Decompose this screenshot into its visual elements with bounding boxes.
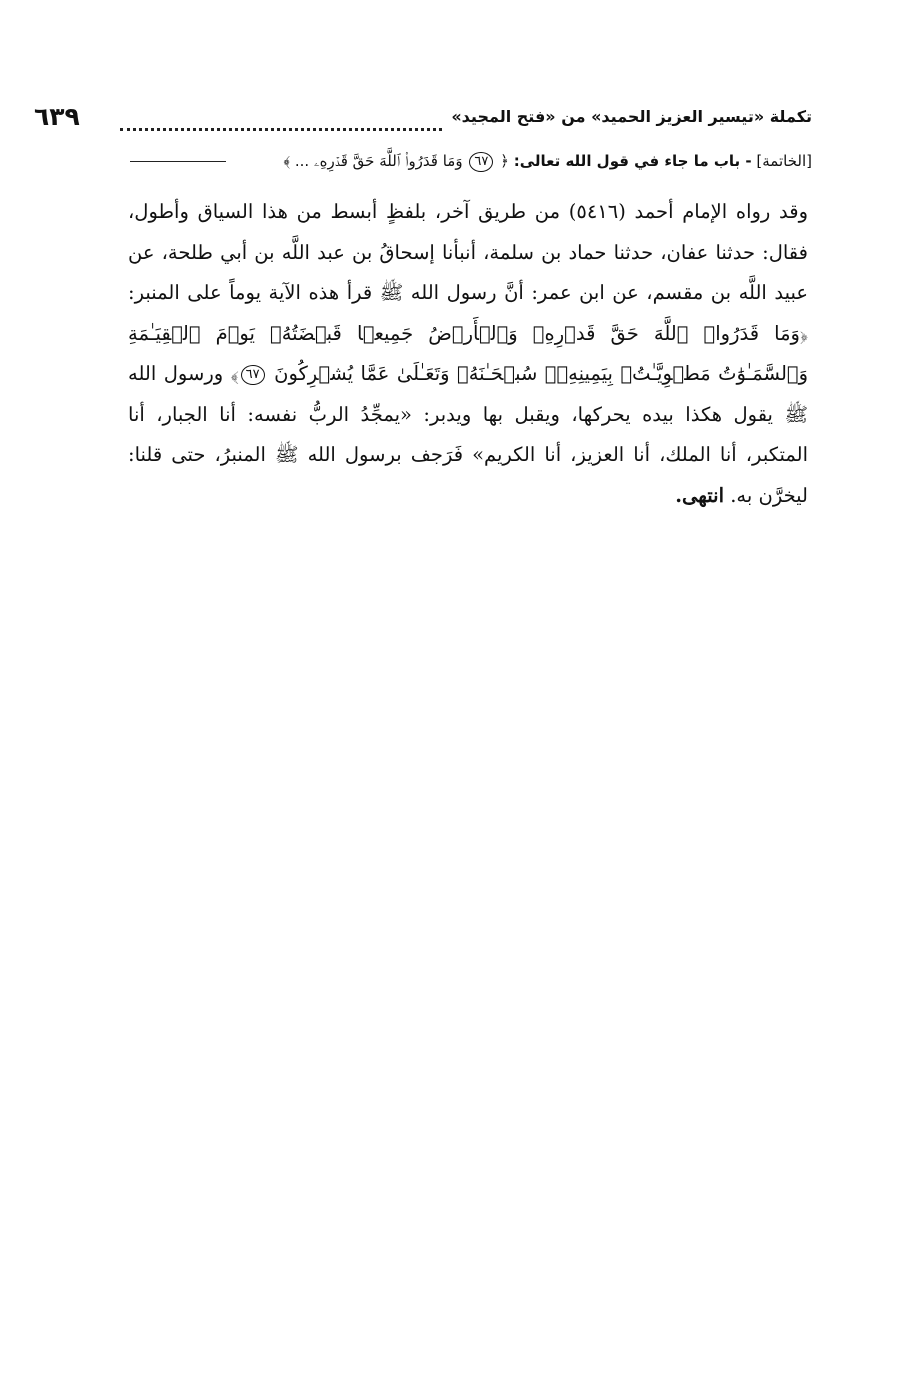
chapter-heading [130, 145, 812, 179]
running-header [34, 100, 812, 136]
verse-open-bracket: ﴿ [500, 152, 509, 170]
quran-verse: وَمَا قَدَرُوا۟ ٱللَّهَ حَقَّ قَدۡرِهِۦ وَٱلۡأَرۡضُ جَمِيعࣰا قَبۡضَتُهُۥ يَوۡمَ ٱلۡقِيَـٰمَةِ وَٱلسَّمَـٰوَٰتُ مَطۡوِيَّـٰتُۢ بِيَمِينِهِۦۚ سُبۡحَـٰنَهُۥ وَتَعَـٰلَىٰ عَمَّا يُشۡرِكُونَ [128, 321, 809, 385]
verse-close-bracket: ﴾ [230, 362, 239, 385]
narration-end: ورسول الله ﷺ يقول هكذا بيده يحركها، ويقبل بها ويدبر: «يمجِّدُ الربُّ نفسه: أنا الجبار، أنا المتكبر، أنا الملك، أنا العزيز، أنا الكريم» فَرَجف برسول الله ﷺ المنبرُ، حتى قلنا: ليخرَّن به. [128, 362, 808, 507]
verse-open-bracket: ﴿ [799, 321, 808, 345]
header-dot-leader [120, 108, 442, 131]
book-title: تكملة «تيسير العزيز الحميد» من «فتح المجيد» [451, 107, 812, 126]
narration-intro: وقد رواه الإمام أحمد (٥٤١٦) من طريق آخر، بلفظٍ أبسط من هذا السياق وأطول، فقال: حدثنا عفان، حدثنا حماد بن سلمة، أنبأنا إسحاقُ بن عبد اللَّه بن أبي طلحة، عن عبيد اللَّه بن مقسم، عن ابن عمر: أنَّ رسول الله ﷺ قرأ هذه الآية يوماً على المنبر: [128, 200, 808, 304]
ayah-number-mark: ٦٧ [241, 365, 265, 385]
chapter-name: - باب ما جاء في قول الله تعالى: [513, 152, 752, 170]
chapter-rule [130, 161, 226, 162]
ayah-number-mark: ٦٧ [469, 152, 493, 172]
page-number: ٦٣٩ [34, 102, 80, 131]
end-word: انتهى. [675, 483, 725, 507]
verse-close-bracket: ﴾ [283, 152, 291, 170]
chapter-verse: وَمَا قَدَرُوا۟ ٱللَّهَ حَقَّ قَدۡرِهِۦ ... [294, 152, 463, 170]
chapter-title [283, 147, 812, 175]
body-paragraph [128, 192, 842, 516]
section-label: [الخاتمة] [756, 152, 812, 170]
